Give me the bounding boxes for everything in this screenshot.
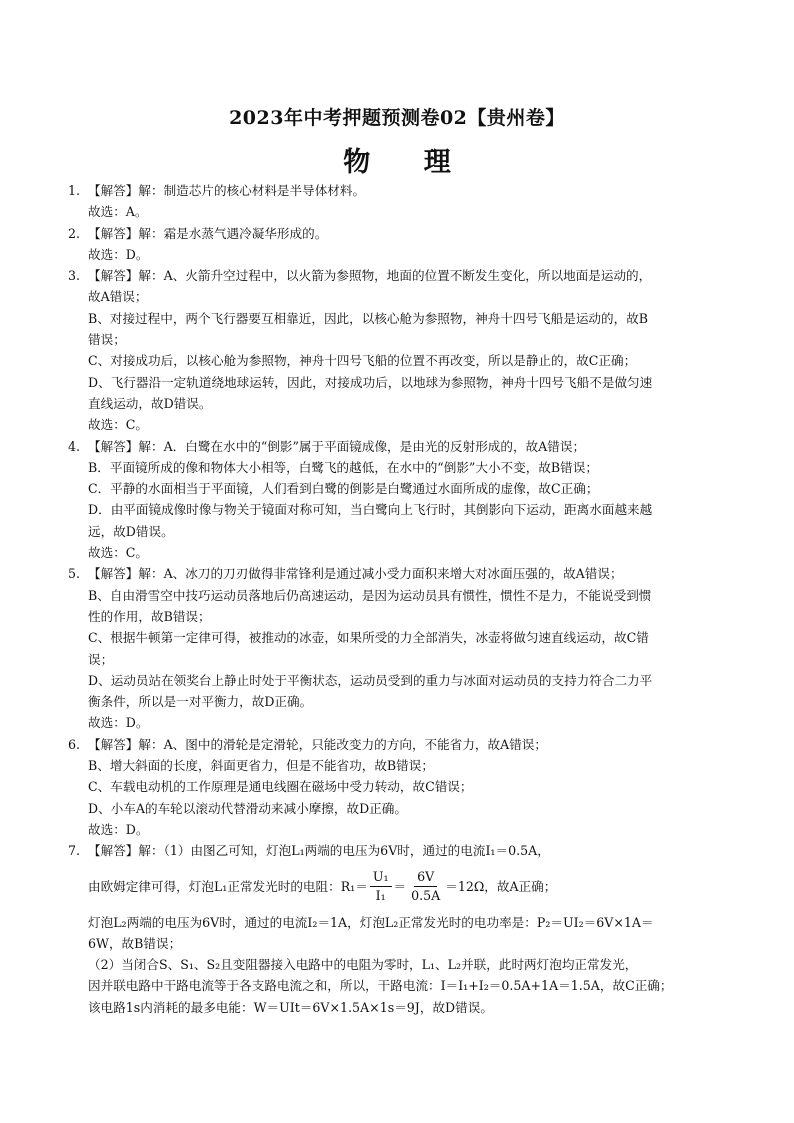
answer-line: C．平静的水面相当于平面镜，人们看到白鹭的倒影是白鹭通过水面所成的虚像，故C正确； [88,481,599,497]
answer-line: 【解答】解：A、火箭升空过程中，以火箭为参照物，地面的位置不断发生变化，所以地面是运动的， [88,268,652,284]
answer-line: 故A错误； [88,289,148,305]
fraction-numerator: 6V [414,868,437,887]
fraction-denominator: 0.5A [411,888,441,903]
answer-line: 【解答】解：A、图中的滑轮是定滑轮，只能改变力的方向，不能省力，故A错误； [88,736,547,752]
answer-line: 【解答】解：霜是水蒸气遇冷凝华形成的。 [88,225,328,241]
question-6 [68,734,728,840]
answer-line: 误； [88,651,114,667]
ohm-law-formula [68,862,728,912]
answer-line: 直线运动，故D错误。 [88,395,212,411]
answer-line: B、自由滑雪空中技巧运动员落地后仍高速运动，是因为运动员具有惯性，惯性不是力，不能说受到惯 [88,587,652,603]
answer-line: 灯泡L₂两端的电压为6V时，通过的电流I₂＝1A，灯泡L₂正常发光时的电功率是：P₂＝UI₂＝6V×1A＝ [88,914,654,930]
document-title: 2023年中考押题预测卷02【贵州卷】 [229,107,565,129]
question-1 [68,180,728,223]
question-number: 6. [68,736,81,752]
question-list [68,180,728,840]
answer-line: 【解答】解：A、冰刀的刀刃做得非常锋利是通过减小受力面积来增大对冰面压强的，故A错误； [88,566,623,582]
answer-line: 故选：A。 [88,204,148,220]
answer-line: 性的作用，故B错误； [88,608,211,624]
fraction-values [408,868,443,905]
answer-line: 故选：C。 [88,417,149,433]
fraction-denominator: I₁ [375,888,386,903]
answer-line: （2）当闭合S、S₁、S₂且变阻器接入电路中的电阻为零时，L₁、L₂并联，此时两灯泡均正常发光， [88,957,638,973]
answer-line: 故选：D。 [88,821,149,837]
question-number: 5. [68,566,81,582]
question-5 [68,563,728,733]
answer-line: D、小车A的车轮以滚动代替滑动来减小摩擦，故D正确。 [88,800,407,816]
answer-line: 因并联电路中干路电流等于各支路电流之和，所以，干路电流：I＝I₁+I₂＝0.5A+1A＝1.5A，故C正确； [88,978,673,994]
answer-line: 故选：C。 [88,545,149,561]
answer-line: B．平面镜所成的像和物体大小相等，白鹭飞的越低，在水中的“倒影”大小不变，故B错误； [88,459,598,475]
answer-line: 【解答】解：（1）由图乙可知，灯泡L₁两端的电压为6V时，通过的电流I₁＝0.5A， [88,843,550,859]
answer-line: D、飞行器沿一定轨道绕地球运转，因此，对接成功后，以地球为参照物，神舟十四号飞船不是做匀速 [88,374,653,390]
answer-content [68,180,728,1018]
answer-line: 【解答】解：A．白鹭在水中的“倒影”属于平面镜成像，是由光的反射形成的，故A错误； [88,438,586,454]
question-2 [68,223,728,266]
subject-title: 物 理 [343,147,473,178]
answer-line: 衡条件，所以是一对平衡力，故D正确。 [88,694,313,710]
answer-line: 故选：D。 [88,715,149,731]
answer-line: 该电路1s内消耗的最多电能：W＝UIt＝6V×1.5A×1s＝9J，故D错误。 [88,999,493,1015]
fraction-numerator: U₁ [370,868,392,887]
equals-sign: ＝ [393,878,407,894]
answer-line: B、增大斜面的长度，斜面更省力，但是不能省功，故B错误； [88,758,434,774]
answer-line: D、运动员站在领奖台上静止时处于平衡状态，运动员受到的重力与冰面对运动员的支持力符合二力平 [88,672,653,688]
formula-suffix: ＝12Ω，故A正确； [445,878,557,894]
question-number: 1. [68,183,81,198]
answer-line: 错误； [88,332,126,348]
answer-line: C、车载电动机的工作原理是通电线圈在磁场中受力转动，故C错误； [88,779,473,795]
question-number: 7. [68,843,81,859]
question-3 [68,265,728,435]
answer-line: 远，故D错误。 [88,523,174,539]
answer-line: 【解答】解：制造芯片的核心材料是半导体材料。 [88,183,366,198]
question-4 [68,436,728,564]
answer-line: C、对接成功后，以核心舱为参照物，神舟十四号飞船的位置不再改变，所以是静止的，故C正确； [88,353,637,369]
answer-line: 故选：D。 [88,246,149,262]
answer-line: 6W，故B错误； [88,935,182,951]
answer-line: C、根据牛顿第一定律可得，被推动的冰壶，如果所受的力全部消失，冰壶将做匀速直线运动，故C错 [88,630,649,646]
formula-prefix: 由欧姆定律可得，灯泡L₁正常发光时的电阻：R₁＝ [88,878,368,894]
question-number: 2. [68,225,81,241]
fraction-u1-i1 [370,868,392,905]
answer-line: B、对接过程中，两个飞行器要互相靠近，因此，以核心舱为参照物，神舟十四号飞船是运动的，故B [88,310,649,326]
question-number: 3. [68,268,81,284]
answer-line: D．由平面镜成像时像与物关于镜面对称可知，当白鹭向上飞行时，其倒影向下运动，距离水面越来越 [88,502,653,518]
question-number: 4. [68,438,81,454]
question-7 [68,840,728,1018]
